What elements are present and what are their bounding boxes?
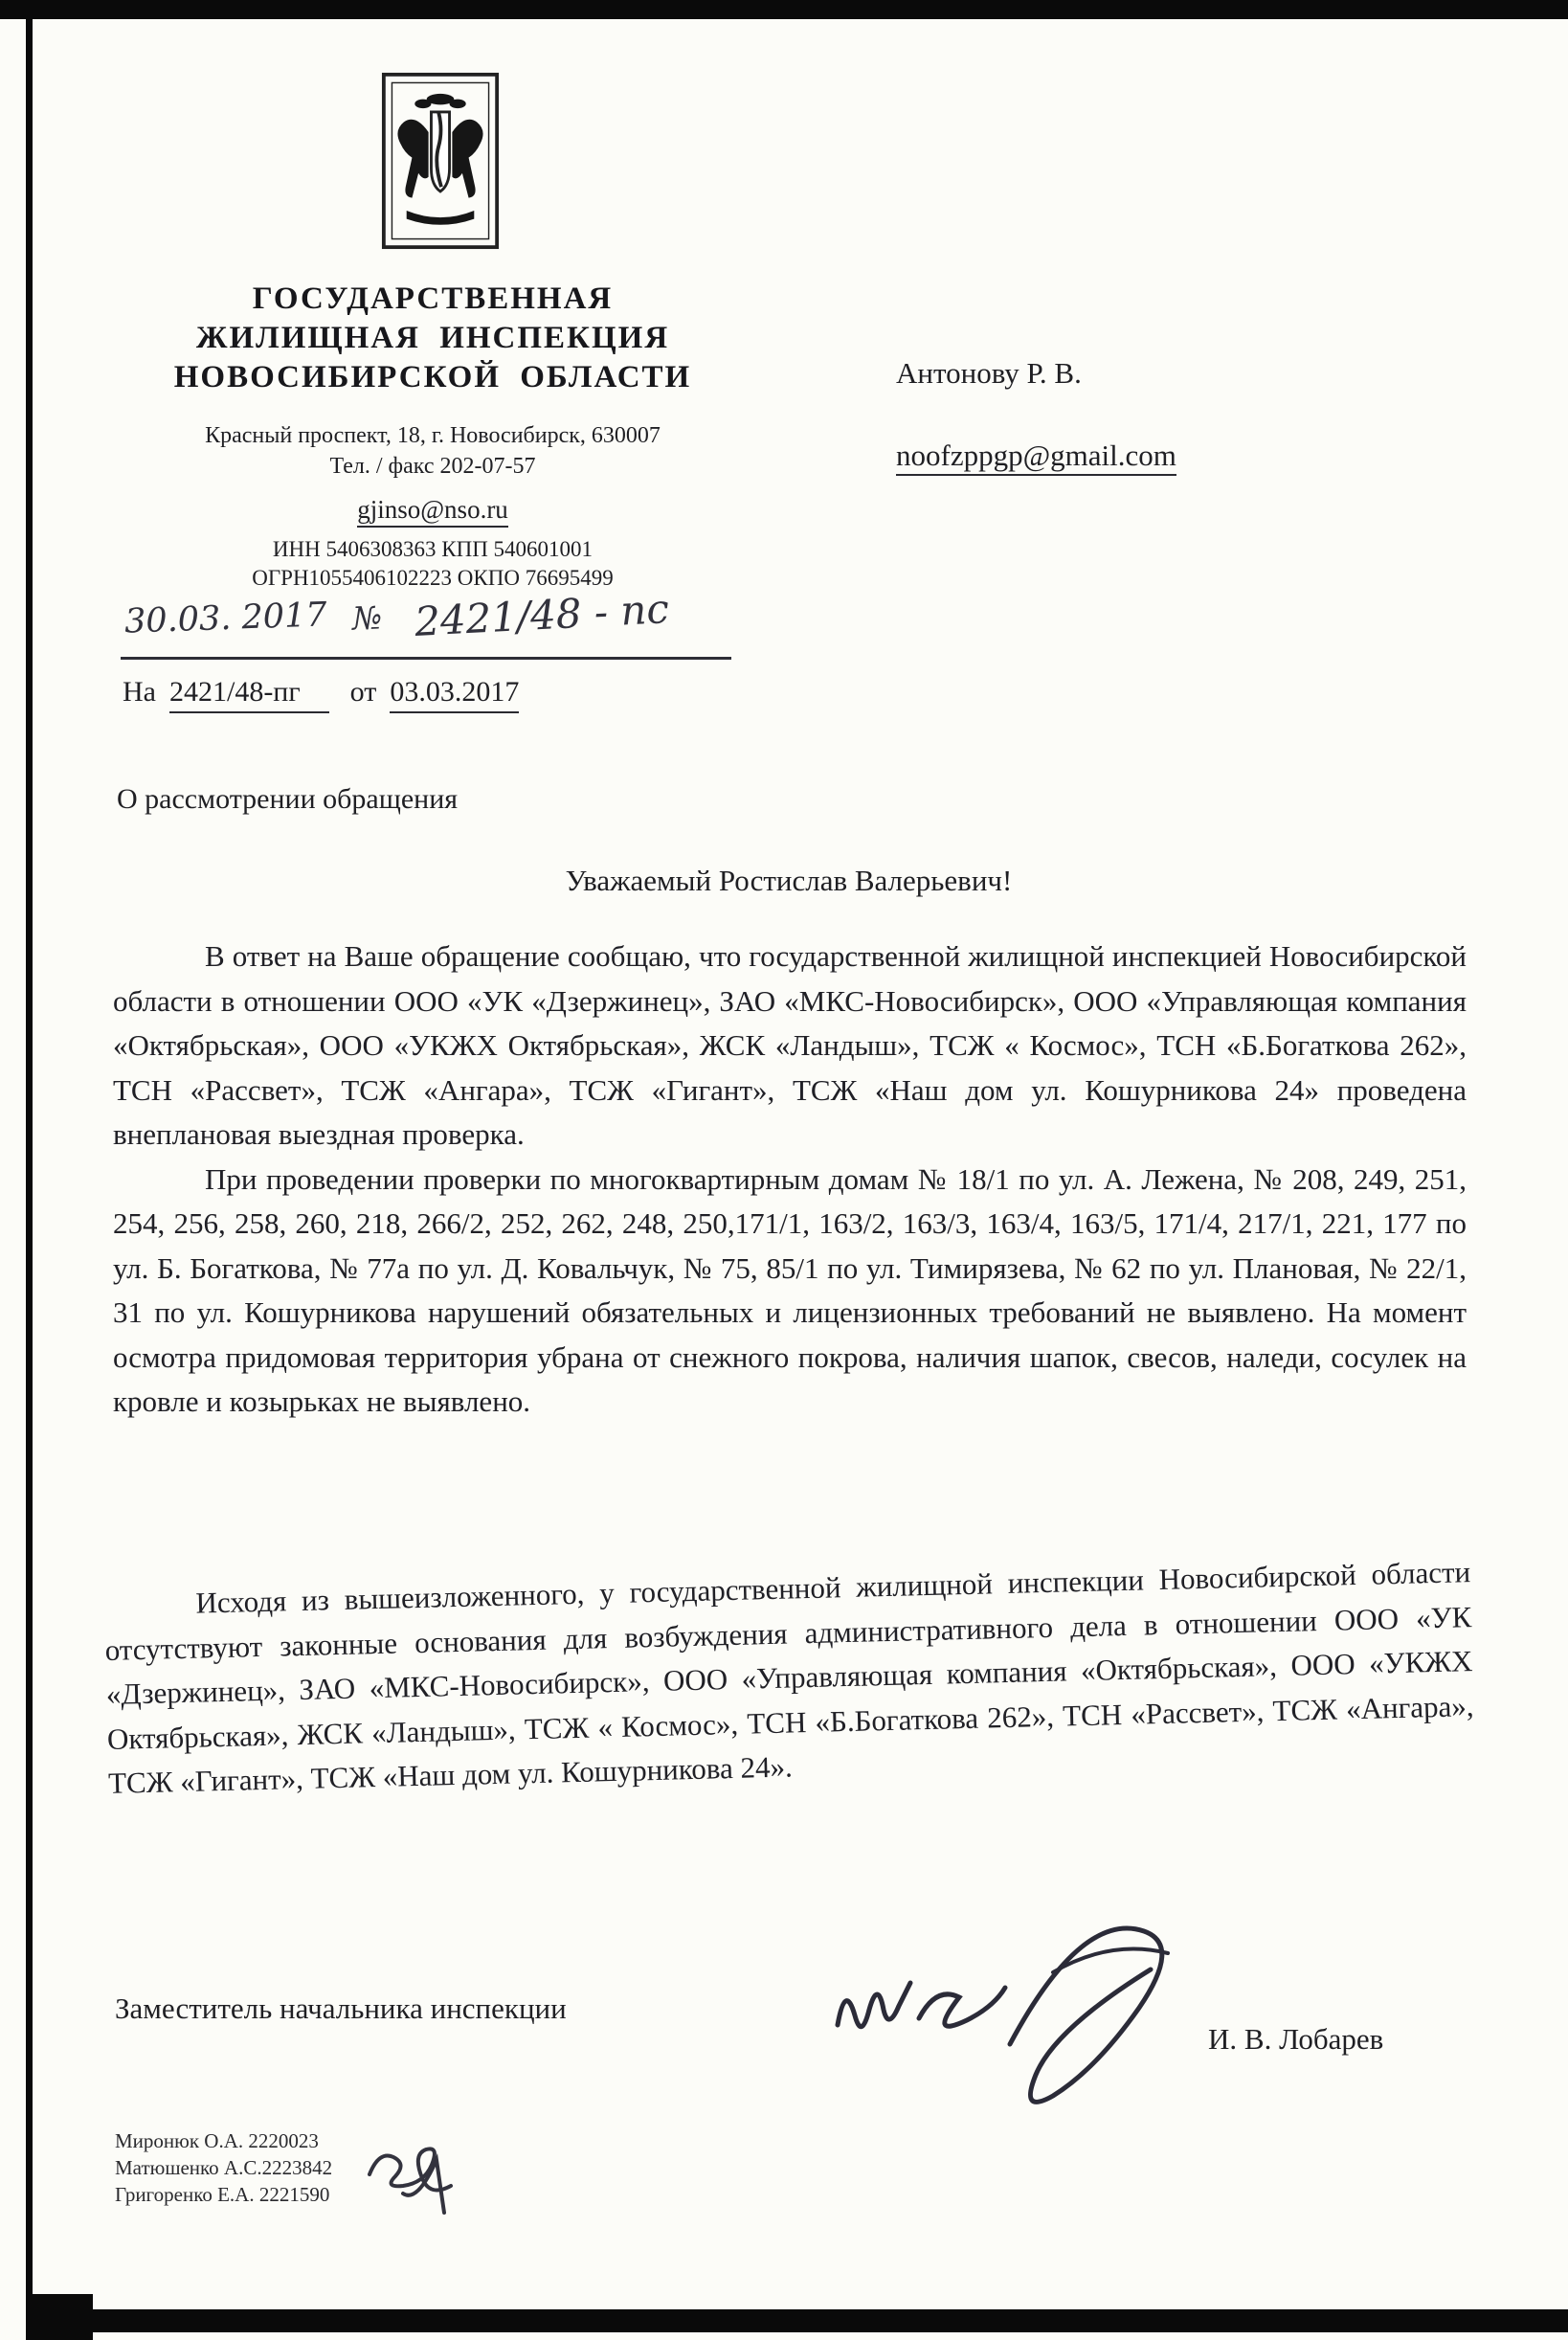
- incoming-ref-date: 03.03.2017: [390, 676, 519, 713]
- body-text: [113, 934, 1467, 1425]
- org-email-text: gjinso@nso.ru: [357, 495, 508, 528]
- paragraph-1: В ответ на Ваше обращение сообщаю, что государственной жилищной инспекцией Новосибирской области в отношении ООО «УК «Дзержинец», ЗАО «МКС-Новосибирск», ООО «Управляющая компания «Октябрьская», ООО «УКЖХ Октябрьская», ЖСК «Ландыш», ТСЖ « Космос», ТСН «Б.Богаткова 262», ТСН «Рассвет», ТСЖ «Ангара», ТСЖ «Гигант», ТСЖ «Наш дом ул. Кошурникова 24» проведена внеплановая выездная проверка.: [113, 939, 1467, 1151]
- org-address: Красный проспект, 18, г. Новосибирск, 630007: [205, 423, 661, 448]
- salutation: Уважаемый Ростислав Валерьевич!: [565, 864, 1013, 897]
- paragraph-3-wrap: [103, 1550, 1475, 1806]
- scan-edge-left: [26, 0, 33, 2340]
- addressee-name: Антонову Р. В.: [896, 356, 1082, 390]
- scan-edge-corner: [26, 2294, 93, 2340]
- scan-edge-bottom: [36, 2309, 1568, 2332]
- org-name-line: ГОСУДАРСТВЕННАЯ: [252, 281, 614, 316]
- incoming-ref-line: [123, 676, 519, 709]
- executor-contacts: [115, 2127, 332, 2208]
- number-sign: №: [350, 598, 383, 638]
- signature-ink: [814, 1915, 1235, 2106]
- executor-line: Миронюк О.А. 2220023: [115, 2129, 319, 2152]
- org-inn-kpp: ИНН 5406308363 КПП 540601001: [272, 537, 594, 561]
- executor-line: Григоренко Е.А. 2221590: [115, 2183, 330, 2206]
- org-email: [123, 493, 743, 526]
- ref-prefix: На: [123, 676, 156, 708]
- addressee-email-text: noofzppgp@gmail.com: [896, 439, 1176, 476]
- handwritten-date: 30.03. 2017: [123, 596, 328, 641]
- incoming-ref-number: 2421/48-пг: [169, 676, 329, 713]
- letterhead: [123, 280, 743, 593]
- addressee-email: [896, 439, 1176, 473]
- subject-line: О рассмотрении обращения: [117, 783, 459, 815]
- signatory-position: Заместитель начальника инспекции: [115, 1991, 567, 2025]
- ref-of: от: [349, 676, 377, 708]
- org-phone: Тел. / факс 202-07-57: [329, 454, 536, 479]
- org-ogrn-okpo: ОГРН1055406102223 ОКПО 76695499: [252, 566, 614, 590]
- signatory-name: И. В. Лобарев: [1208, 2022, 1384, 2056]
- org-name-line: НОВОСИБИРСКОЙ ОБЛАСТИ: [173, 360, 692, 394]
- paragraph-3: Исходя из вышеизложенного, у государственной жилищной инспекции Новосибирской области отсутствуют законные основания для возбуждения административного дела в отношении ООО «УК «Дзержинец», ЗАО «МКС-Новосибирск», ООО «Управляющая компания «Октябрьская», ООО «УКЖХ Октябрьская», ЖСК «Ландыш», ТСЖ « Космос», ТСН «Б.Богаткова 262», ТСН «Рассвет», ТСЖ «Ангара», ТСЖ «Гигант», ТСЖ «Наш дом ул. Кошурникова 24».: [104, 1555, 1474, 1800]
- novosibirsk-oblast-coat-of-arms: [381, 69, 500, 253]
- org-name-line: ЖИЛИЩНАЯ ИНСПЕКЦИЯ: [195, 321, 670, 355]
- executor-line: Матюшенко А.С.2223842: [115, 2156, 333, 2179]
- paragraph-2: При проведении проверки по многоквартирным домам № 18/1 по ул. А. Лежена, № 208, 249, 251, 254, 256, 258, 260, 218, 266/2, 252, 262, 248, 250,171/1, 163/2, 163/3, 163/4, 163/5, 171/4, 217/1, 221, 177 по ул. Б. Богаткова, № 77а по ул. Д. Ковальчук, № 75, 85/1 по ул. Тимирязева, № 62 по ул. Плановая, № 22/1, 31 по ул. Кошурникова нарушений обязательных и лицензионных требований не выявлено. На момент осмотра придомовая территория убрана от снежного покрова, наличия шапок, свесов, наледи, сосулек на кровле и козырьках не выявлено.: [113, 1161, 1467, 1418]
- outgoing-ref-handwritten-line: [121, 586, 731, 660]
- footer-ink-mark: [350, 2122, 475, 2217]
- handwritten-outgoing-number: 2421/48 - пс: [413, 585, 670, 645]
- scan-edge-top: [0, 0, 1568, 19]
